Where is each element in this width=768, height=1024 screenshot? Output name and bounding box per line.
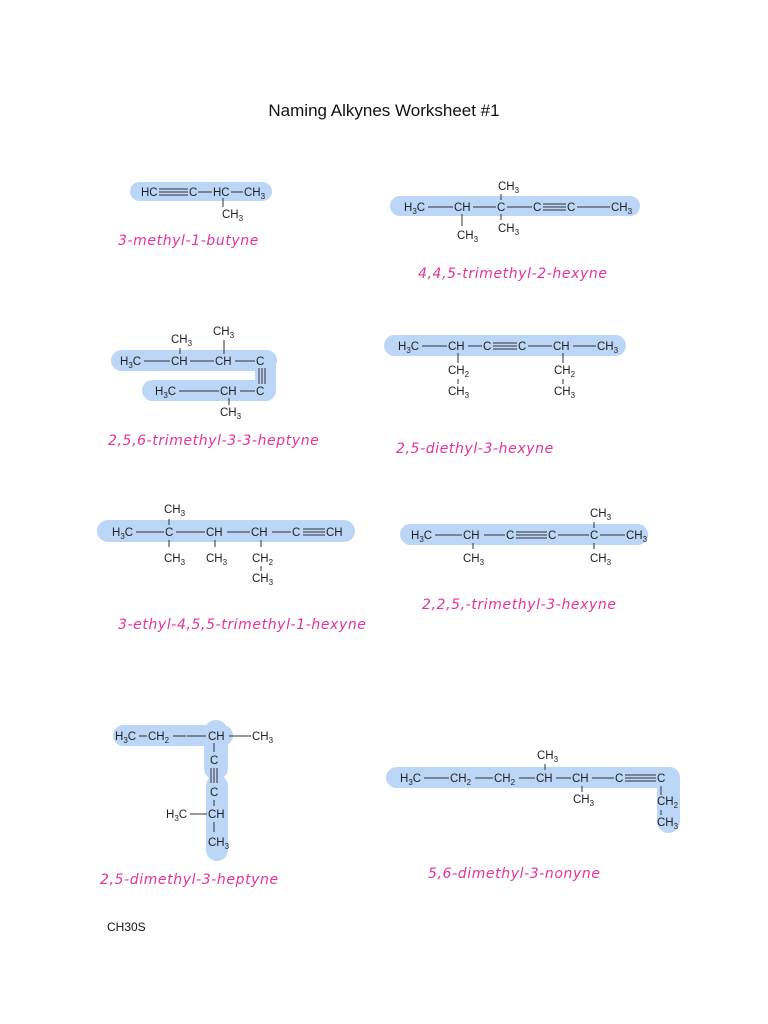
- svg-text:C: C: [483, 341, 492, 353]
- svg-text:CH: CH: [215, 356, 232, 368]
- svg-text:C: C: [256, 386, 265, 398]
- footer-course-code: CH30S: [107, 920, 146, 934]
- answer-4: 2,5-diethyl-3-hexyne: [396, 441, 554, 457]
- svg-text:H3C: $H_3C$: [398, 341, 420, 355]
- svg-text:CH: CH: [171, 356, 188, 368]
- svg-text:CH: CH: [220, 386, 237, 398]
- svg-text:C: C: [189, 187, 198, 199]
- svg-text:CH3: $CH_3$: [657, 817, 679, 831]
- svg-text:CH3: $CH_3$: [626, 530, 648, 544]
- answer-1: 3-methyl-1-butyne: [118, 233, 259, 249]
- svg-text:CH2: $CH_2$: [448, 365, 470, 379]
- answer-8: 5,6-dimethyl-3-nonyne: [428, 866, 601, 882]
- svg-text:C: C: [506, 530, 515, 542]
- svg-text:CH3: $CH_3$: [448, 386, 470, 400]
- svg-text:H3C: $H_3C$: [404, 202, 426, 216]
- svg-text:H3C: $H_3C$: [411, 530, 433, 544]
- svg-text:CH: CH: [208, 809, 225, 821]
- svg-text:CH3: $CH_3$: [164, 504, 186, 518]
- svg-text:C: C: [210, 755, 219, 767]
- svg-text:CH3: $CH_3$: [222, 209, 244, 223]
- svg-text:CH: CH: [463, 530, 480, 542]
- svg-text:CH3: $CH_3$: [597, 341, 619, 355]
- svg-text:C: C: [590, 530, 599, 542]
- svg-text:CH: CH: [326, 527, 343, 539]
- svg-text:H3C: $H_3C$: [155, 386, 177, 400]
- svg-text:CH3: $CH_3$: [208, 837, 230, 851]
- svg-text:CH: CH: [206, 527, 223, 539]
- svg-text:CH: CH: [572, 773, 589, 785]
- svg-text:CH2: $CH_2$: [450, 773, 472, 787]
- svg-text:C: C: [533, 202, 542, 214]
- svg-text:HC: HC: [213, 187, 230, 199]
- svg-text:CH3: $CH_3$: [252, 731, 274, 745]
- answer-7: 2,5-dimethyl-3-heptyne: [100, 872, 279, 888]
- svg-text:C: C: [518, 341, 527, 353]
- svg-text:CH3: $CH_3$: [498, 181, 520, 195]
- svg-text:CH: CH: [536, 773, 553, 785]
- page-title: Naming Alkynes Worksheet #1: [268, 101, 500, 120]
- svg-text:CH3: $CH_3$: [220, 407, 242, 421]
- svg-text:CH3: $CH_3$: [590, 553, 612, 567]
- svg-text:C: C: [567, 202, 576, 214]
- svg-text:CH: CH: [448, 341, 465, 353]
- svg-text:CH3: $CH_3$: [252, 573, 274, 587]
- svg-text:C: C: [548, 530, 557, 542]
- svg-text:H3C: $H_3C$: [400, 773, 422, 787]
- svg-text:CH3: $CH_3$: [573, 794, 595, 808]
- answer-5: 3-ethyl-4,5,5-trimethyl-1-hexyne: [118, 617, 367, 633]
- svg-text:CH: CH: [454, 202, 471, 214]
- svg-text:CH3: $CH_3$: [213, 326, 235, 340]
- svg-text:H3C: $H_3C$: [115, 731, 137, 745]
- svg-text:H3C: $H_3C$: [120, 356, 142, 370]
- svg-text:CH3: $CH_3$: [463, 553, 485, 567]
- svg-text:HC: HC: [141, 187, 158, 199]
- svg-text:CH2: $CH_2$: [252, 553, 274, 567]
- svg-text:CH3: $CH_3$: [611, 202, 633, 216]
- svg-text:H3C: $H_3C$: [112, 527, 134, 541]
- svg-text:CH2: $CH_2$: [554, 365, 576, 379]
- svg-text:C: C: [292, 527, 301, 539]
- svg-text:CH3: $CH_3$: [164, 553, 186, 567]
- svg-text:H3C: $H_3C$: [166, 809, 188, 823]
- answer-2: 4,4,5-trimethyl-2-hexyne: [418, 266, 608, 282]
- svg-text:CH3: $CH_3$: [171, 334, 193, 348]
- svg-text:C: C: [256, 356, 265, 368]
- svg-text:CH3: $CH_3$: [244, 187, 266, 201]
- svg-text:C: C: [497, 202, 506, 214]
- svg-text:C: C: [657, 773, 666, 785]
- svg-text:CH3: $CH_3$: [537, 750, 559, 764]
- svg-text:CH2: $CH_2$: [657, 796, 679, 810]
- svg-text:CH: CH: [208, 731, 225, 743]
- svg-text:CH3: $CH_3$: [206, 553, 228, 567]
- svg-text:CH3: $CH_3$: [554, 386, 576, 400]
- svg-text:CH3: $CH_3$: [498, 223, 520, 237]
- svg-text:CH2: $CH_2$: [494, 773, 516, 787]
- svg-text:CH2: $CH_2$: [148, 731, 170, 745]
- svg-text:CH3: $CH_3$: [457, 230, 479, 244]
- svg-text:CH: CH: [553, 341, 570, 353]
- answer-6: 2,2,5,-trimethyl-3-hexyne: [422, 597, 617, 613]
- svg-text:CH: CH: [251, 527, 268, 539]
- svg-text:C: C: [165, 527, 174, 539]
- answer-3: 2,5,6-trimethyl-3-3-heptyne: [108, 433, 320, 449]
- svg-text:CH3: $CH_3$: [590, 508, 612, 522]
- svg-text:C: C: [615, 773, 624, 785]
- svg-text:C: C: [210, 787, 219, 799]
